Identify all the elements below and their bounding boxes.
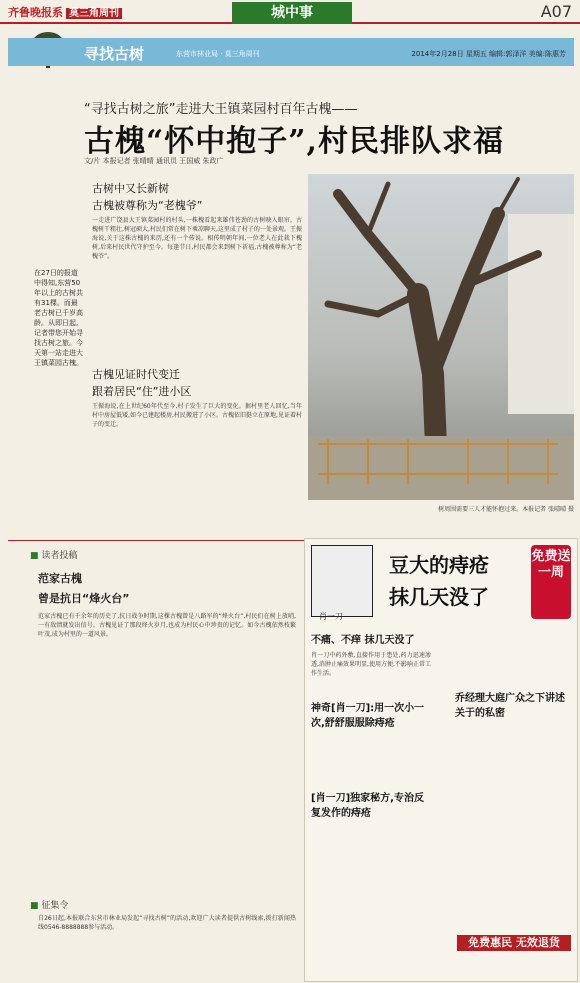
subhead-1: 古树中又长新树 古槐被尊称为“老槐爷” bbox=[92, 182, 203, 212]
article-headline: 古槐“怀中抱子”,村民排队求福 bbox=[84, 124, 504, 159]
ad-headline-2: 抹几天没了 bbox=[389, 585, 489, 609]
ad-free-bar: 免费惠民 无效退货 bbox=[457, 935, 571, 951]
solicit-heading: ■ 征集令 bbox=[30, 898, 68, 911]
subhead-2: 古槐见证时代变迁 跟着居民“住”进小区 bbox=[92, 368, 192, 398]
photo-caption: 树周围需要三人才能怀抱过来。本报记者 张晴晴 摄 bbox=[438, 506, 574, 513]
intro-sidebar: 在27日的报道中得知,东营50年以上的古树共有31棵。而最老古树已千岁高龄。从即日起,记者带您开始寻找古树之旅。今天第一站走进大王镇菜园古槐。 bbox=[34, 269, 83, 367]
article-body-1: 一走进广饶县大王镇菜园村的村头,一株槐看起来雄伟苍劲的古树映入眼帘。古槐树干粗壮,树冠硕大,村民们常在树下乘凉聊天,这里成了村子的一处景观。王振海说,关于这株古槐的来历,还有一个传说。相传明朝年间,一位老人在此栽下槐树,后来村民世代守护至今。每逢节日,村民都会来到树下祈福,古槐被尊称为“老槐爷”。 bbox=[92, 217, 302, 260]
ad-portrait-caption: 肖一刀 bbox=[319, 612, 343, 621]
solicit-body: 自26日起,本报联合东营市林业局发起“寻找古树”的活动,欢迎广大读者提供古树线索,拨打新闻热线0546-8888888参与活动。 bbox=[38, 915, 296, 931]
ad-subhead-2: 神奇[肖一刀]:用一次小一次,舒舒服服除痔疮 bbox=[311, 703, 425, 729]
ad-headline-1: 豆大的痔疮 bbox=[389, 553, 489, 577]
ad-subhead-1: 不痛、不痒 抹几天没了 bbox=[311, 635, 415, 646]
ad-badge: 免费送一周 bbox=[531, 545, 571, 619]
page-number: A07 bbox=[540, 2, 572, 21]
column-banner bbox=[8, 38, 574, 66]
portrait-image bbox=[311, 545, 373, 617]
readers-heading: ■ 读者投稿 bbox=[30, 548, 77, 561]
section-tab: 城中事 bbox=[232, 2, 352, 24]
advertisement bbox=[304, 538, 578, 982]
readers-body: 范家古槐已有千余年的历史了,抗日战争时期,这棵古槐曾是八路军的“烽火台”,村民们在树上放哨,一有敌情就发出信号。古槐见证了那段烽火岁月,也成为村民心中珍贵的记忆。如今古槐依然枝繁叶茂,成为村里的一道风景。 bbox=[38, 613, 296, 638]
column-title: 寻找古树 bbox=[84, 45, 145, 63]
old-tree-photo bbox=[308, 174, 574, 500]
edition-info: 2014年2月28日 星期五 编辑:郭泽洋 美编:陈惠芳 bbox=[411, 50, 566, 58]
article-body-2: 王振海说,在上世纪60年代至今,村子发生了巨大的变化。据村里老人回忆,当年村中房屋低矮,如今已建起楼房,村民搬进了小区。古槐依旧挺立在原地,见证着村子的变迁。 bbox=[92, 403, 302, 428]
article-kicker: “寻找古树之旅”走进大王镇菜园村百年古槐—— bbox=[84, 102, 358, 117]
ad-body-1: 肖一刀中药外敷,直接作用于患处,药力迅速渗透,消肿止痛效果明显,使用方便,不影响正常工作生活。 bbox=[311, 652, 431, 677]
readers-title-1: 范家古槐 bbox=[38, 572, 82, 585]
readers-title-2: 曾是抗日“烽火台” bbox=[38, 592, 130, 605]
ad-subhead-4: 乔经理大庭广众之下讲述关于的私密 bbox=[455, 693, 565, 719]
ad-subhead-3: [肖一刀]独家秘方,专治反复发作的痔疮 bbox=[311, 793, 424, 819]
page-header bbox=[0, 0, 580, 24]
newspaper-logo: 齐鲁晚报系 莫三角周刊 bbox=[8, 4, 122, 20]
article-byline: 文/片 本报记者 张晴晴 通讯员 王国威 朱政广 bbox=[84, 157, 224, 165]
column-subtitle: 东营市林业局 · 莫三角周刊 bbox=[176, 50, 260, 58]
